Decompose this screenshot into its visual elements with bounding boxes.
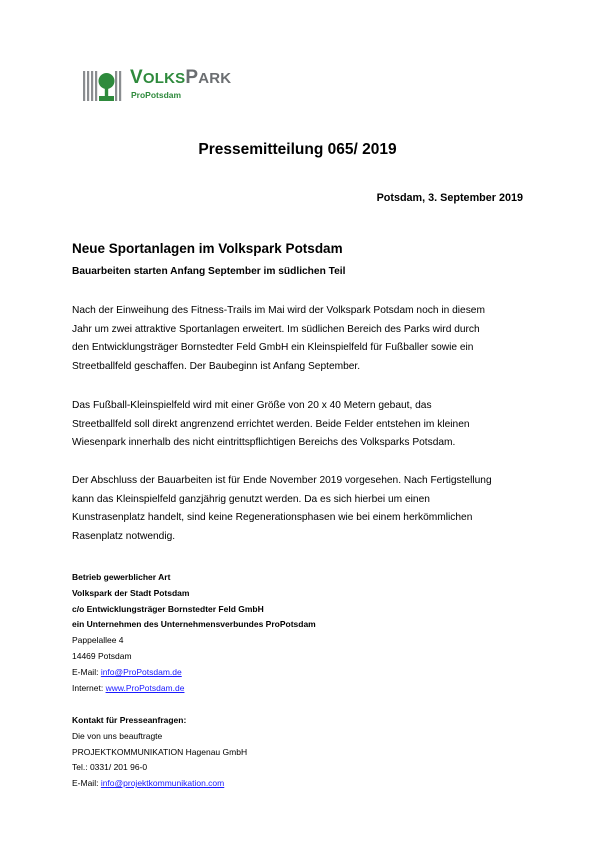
paragraph-line: Streetballfeld geschaffen. Der Baubeginn ist Anfang September.: [72, 360, 361, 372]
press-contact-phone: Tel.: 0331/ 201 96-0: [72, 762, 148, 773]
press-contact: [72, 713, 372, 792]
paragraph-line: Das Fußball-Kleinspielfeld wird mit einer Größe von 20 x 40 Metern gebaut, das: [72, 400, 432, 411]
company-line-3: c/o Entwicklungsträger Bornstedter Feld GmbH: [72, 603, 264, 614]
company-email-label: E-Mail:: [72, 666, 101, 677]
logo-letters-olks: OLKS: [142, 70, 186, 87]
company-email-row: [72, 665, 372, 681]
headline: Neue Sportanlagen im Volkspark Potsdam: [72, 241, 343, 256]
paragraph-line: Jahr um zwei attraktive Sportanlagen erweitert. Im südlichen Bereich des Parks wird durch: [72, 323, 480, 335]
logo-letter-p: P: [185, 67, 199, 88]
company-website-link[interactable]: www.ProPotsdam.de: [105, 682, 185, 693]
volkspark-logo: [82, 66, 252, 106]
volkspark-logo-icon: [82, 69, 126, 103]
company-line-4: ein Unternehmen des Unternehmensverbundes ProPotsdam: [72, 619, 316, 630]
logo-wordmark: [130, 67, 231, 90]
paragraph-line: den Entwicklungsträger Bornstedter Feld GmbH ein Kleinspielfeld für Fußballer sowie ein: [72, 342, 474, 354]
paragraph-line: Der Abschluss der Bauarbeiten ist für Ende November 2019 vorgesehen. Nach Fertigstellung: [72, 475, 492, 486]
press-contact-email-link[interactable]: info@projektkommunikation.com: [100, 778, 225, 789]
logo-letters-ark: ARK: [198, 70, 232, 87]
paragraph-3: [72, 472, 532, 546]
press-contact-line-1: Die von uns beauftragte: [72, 730, 163, 741]
company-internet-row: [72, 681, 372, 697]
press-contact-email-label: E-Mail:: [72, 778, 101, 789]
company-line-2: Volkspark der Stadt Potsdam: [72, 587, 190, 598]
press-contact-line-2: PROJEKTKOMMUNIKATION Hagenau GmbH: [72, 746, 248, 757]
press-contact-email-row: [72, 776, 372, 792]
company-info: [72, 570, 372, 696]
dateline: Potsdam, 3. September 2019: [376, 192, 523, 204]
paragraph-line: Streetballfeld soll direkt angrenzend errichtet werden. Beide Felder entstehen im kleinen: [72, 418, 470, 430]
company-email-link[interactable]: info@ProPotsdam.de: [100, 666, 182, 677]
company-city: 14469 Potsdam: [72, 650, 132, 661]
paragraph-1: [72, 302, 532, 376]
company-line-1: Betrieb gewerblicher Art: [72, 572, 171, 582]
press-contact-heading: Kontakt für Presseanfragen:: [72, 715, 187, 725]
paragraph-line: Kunstrasenplatz handelt, sind keine Regenerationsphasen wie bei einem herkömmlichen: [72, 512, 473, 524]
paragraph-line: Wiesenpark innerhalb des nicht eintrittspflichtigen Bereichs des Volksparks Potsdam.: [72, 437, 456, 449]
subheadline: Bauarbeiten starten Anfang September im südlichen Teil: [72, 266, 346, 277]
logo-subtitle: ProPotsdam: [131, 90, 182, 100]
paragraph-line: kann das Kleinspielfeld ganzjährig genutzt werden. Da es sich hierbei um einen: [72, 493, 430, 505]
paragraph-line: Nach der Einweihung des Fitness-Trails im Mai wird der Volkspark Potsdam noch in diesem: [72, 305, 485, 316]
logo-letter-v: V: [130, 67, 143, 88]
company-street: Pappelallee 4: [72, 635, 124, 646]
document-title: Pressemitteilung 065/ 2019: [198, 141, 397, 158]
paragraph-line: Rasenplatz notwendig.: [72, 530, 176, 542]
paragraph-2: [72, 397, 532, 453]
company-internet-label: Internet:: [72, 682, 106, 693]
